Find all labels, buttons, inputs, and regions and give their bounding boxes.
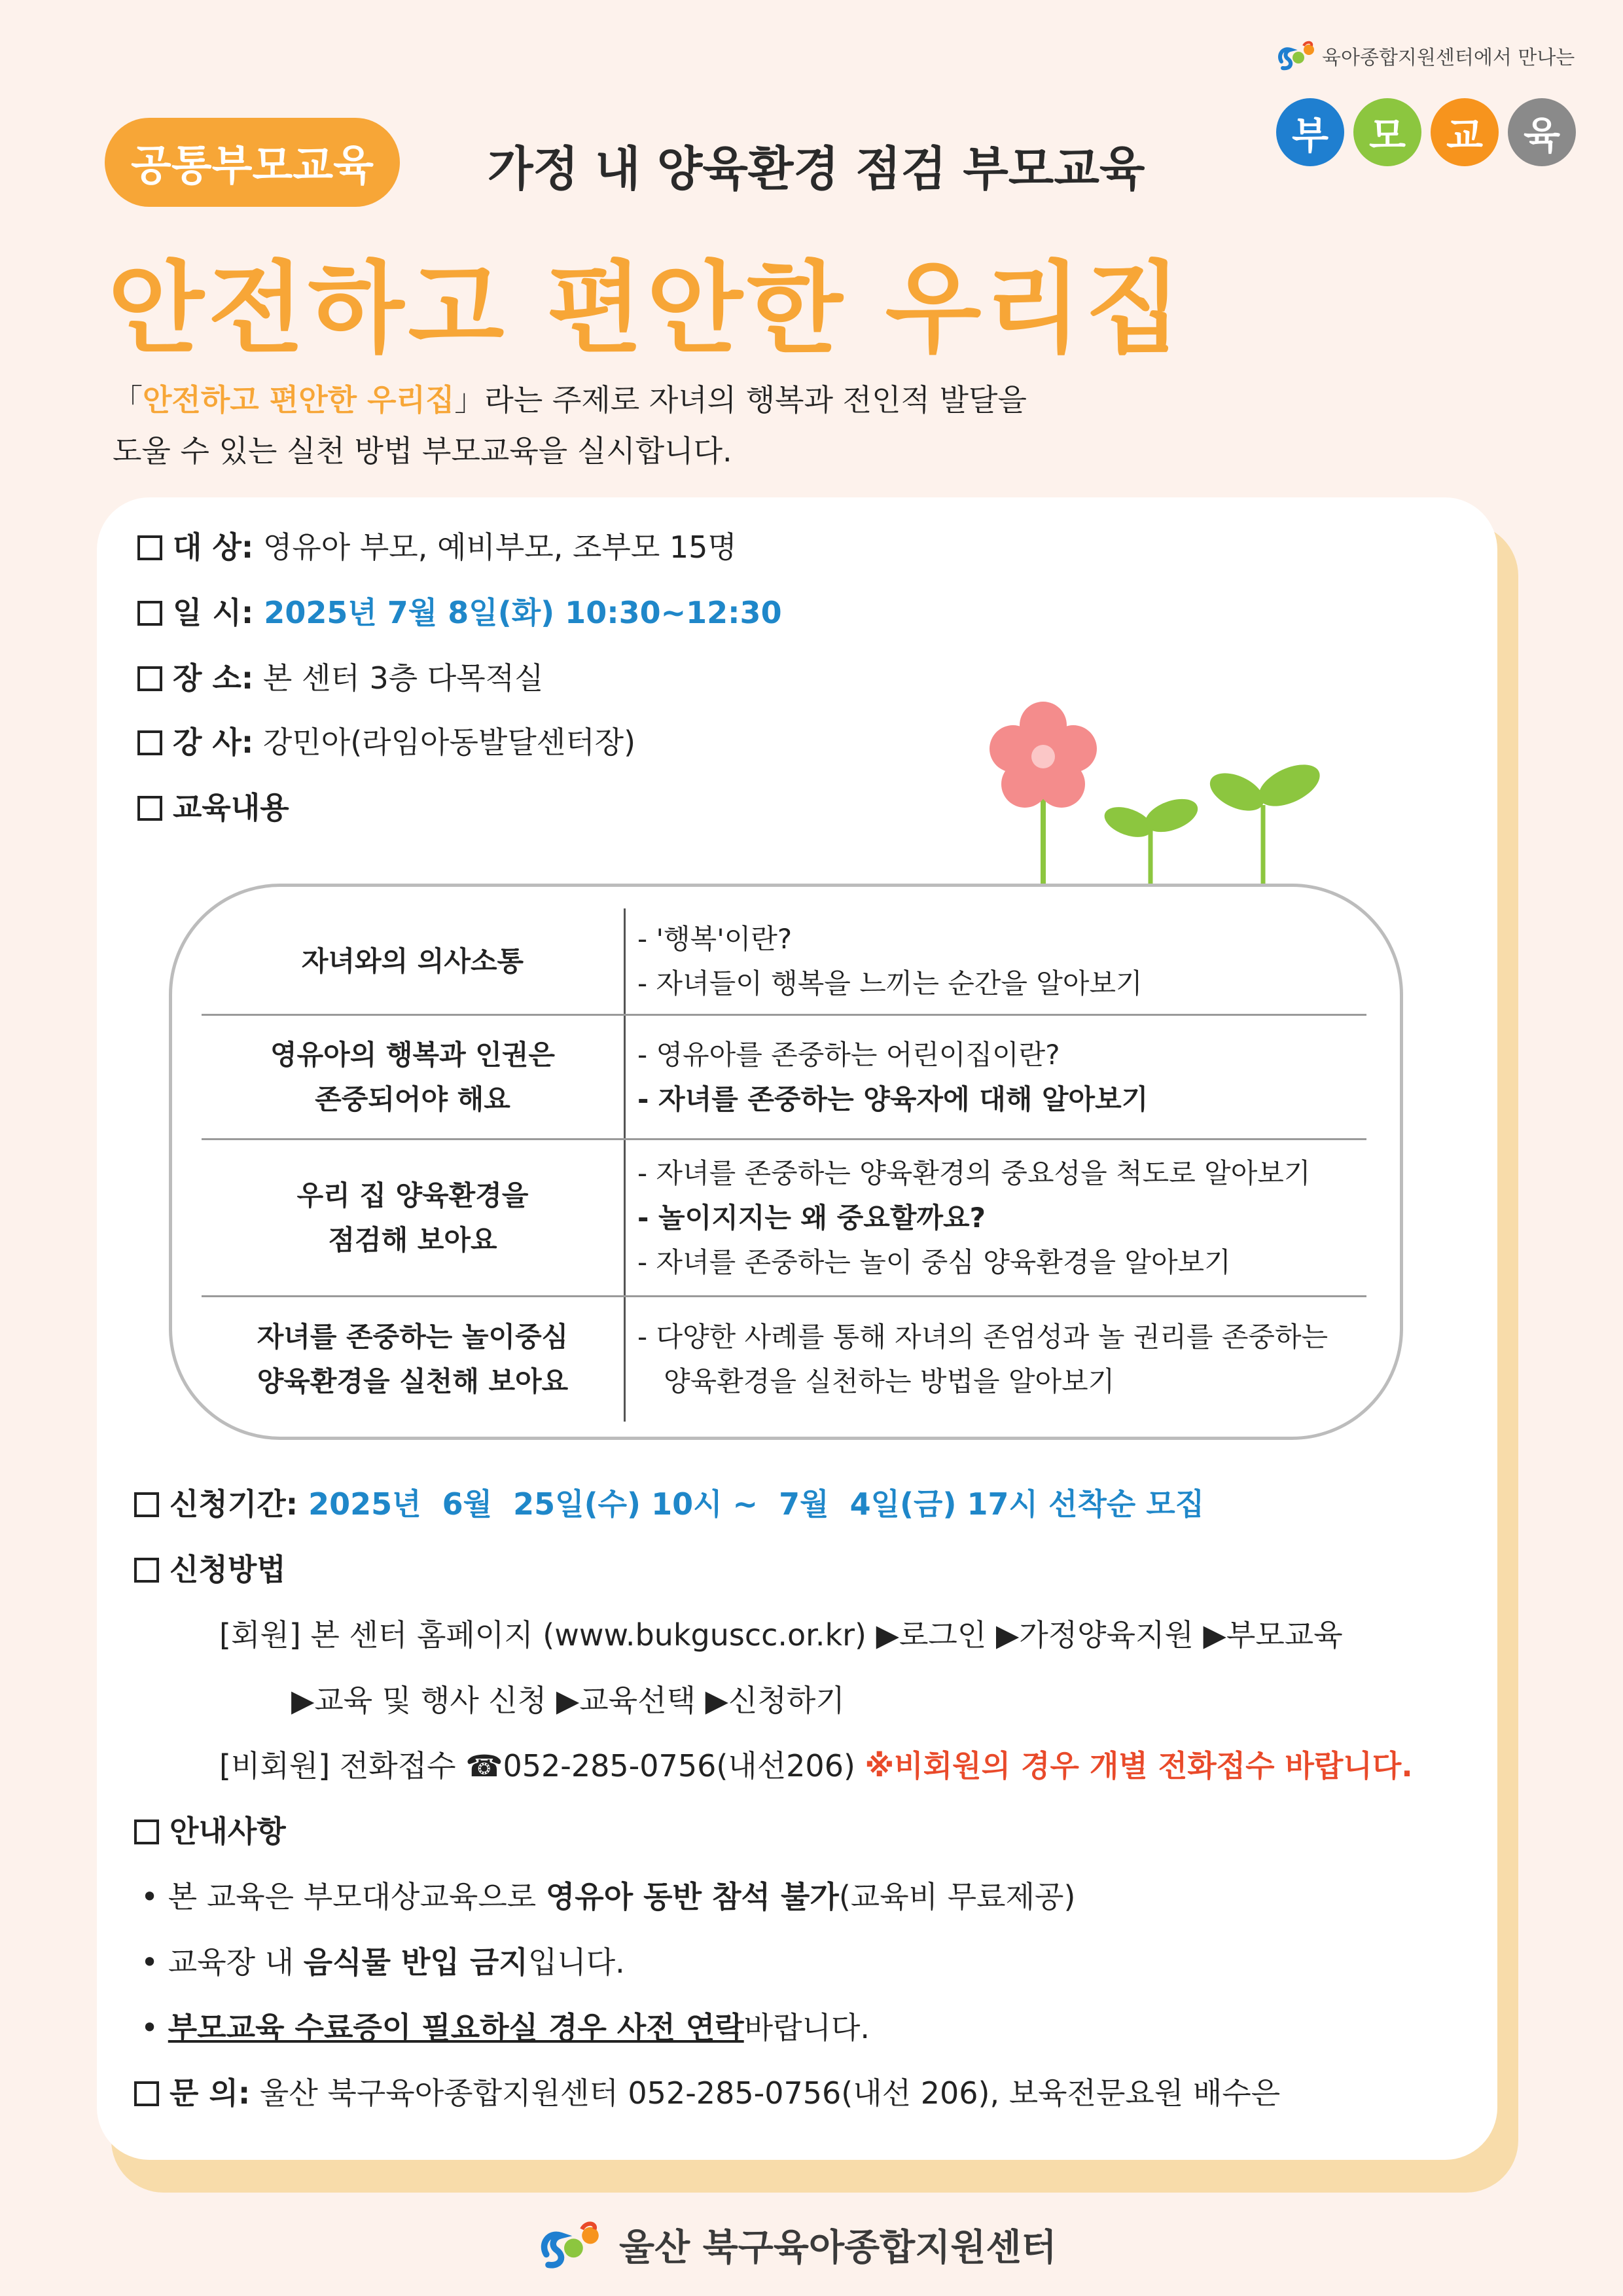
- checkbox-icon: [137, 666, 162, 691]
- items-cell: [626, 1297, 1366, 1422]
- place-label: 장 소:: [173, 660, 254, 696]
- topic-text: 자녀를 존중하는 놀이중심: [257, 1321, 569, 1353]
- topic-cell: [202, 1016, 626, 1138]
- flower-sprouts-illustration: [975, 694, 1381, 890]
- item-text: [637, 1077, 1366, 1122]
- page-title: 안전하고 편안한 우리집: [108, 251, 1186, 367]
- sprout-icon: [1100, 793, 1202, 890]
- period-value: 2025년 6월 25일(수) 10시 ~ 7월 4일(금) 17시 선착순 모집: [298, 1486, 1205, 1522]
- brand-logo: [1276, 26, 1590, 177]
- item-text: 양육환경을 실천하는 방법을 알아보기: [637, 1365, 1115, 1397]
- checkbox-icon: [134, 1558, 159, 1583]
- apply-period: [134, 1480, 1204, 1524]
- topic-text: 존중되어야 해요: [315, 1083, 510, 1115]
- brand-circle-2: 모: [1353, 98, 1421, 166]
- item-text: - 영유아를 존중하는 어린이집이란?: [637, 1038, 1060, 1071]
- target-label: 대 상:: [173, 529, 254, 565]
- intro-bracket: 「: [113, 382, 143, 418]
- notice-text: • 본 교육은 부모대상교육으로: [141, 1879, 546, 1914]
- place-value: 본 센터 3층 다목적실: [253, 660, 544, 696]
- method-label: 신청방법: [169, 1552, 286, 1587]
- lecturer-value: 강민아(라임아동발달센터장): [253, 725, 636, 760]
- item-text-bold: - 놀이지지는 왜 중요할까요?: [637, 1201, 986, 1234]
- item-text: - 자녀들이 행복을 느끼는 순간을 알아보기: [637, 967, 1143, 999]
- sprout-icon: [1204, 756, 1326, 890]
- flower-icon: [990, 702, 1097, 890]
- checkbox-icon: [134, 1820, 159, 1844]
- notice-text: (교육비 무료제공): [838, 1879, 1076, 1914]
- item-text: - '행복'이란?: [637, 922, 793, 955]
- nonmember-apply: [219, 1742, 1413, 1785]
- table-row: [202, 1297, 1366, 1422]
- notice-text: 입니다.: [527, 1945, 625, 1980]
- checkbox-icon: [137, 601, 162, 626]
- notice-underline: 부모교육 수료증이 필요하실 경우 사전 연락: [168, 2010, 744, 2045]
- items-cell: [626, 1140, 1366, 1295]
- info-date: [137, 589, 782, 632]
- intro-text: [113, 374, 1027, 476]
- checkbox-icon: [134, 1492, 159, 1517]
- intro-line-2: 도울 수 있는 실천 방법 부모교육을 실시합니다.: [113, 433, 732, 469]
- info-place: [137, 655, 544, 698]
- notice-item-2: [141, 1939, 625, 1982]
- topic-text: 우리 집 양육환경을: [296, 1179, 529, 1211]
- info-content: [137, 784, 289, 827]
- contact-label: 문 의:: [169, 2075, 251, 2111]
- intro-line-1-rest: 」라는 주제로 자녀의 행복과 전인적 발달을: [454, 382, 1027, 418]
- target-value: 영유아 부모, 예비부모, 조부모 15명: [253, 529, 737, 565]
- notice-bold: 음식물 반입 금지: [303, 1945, 528, 1980]
- topic-cell: [202, 1140, 626, 1295]
- info-target: [137, 524, 737, 567]
- items-cell: [626, 1016, 1366, 1138]
- contact-value: 울산 북구육아종합지원센터 052-285-0756(내선 206), 보육전문요원 배수은: [250, 2075, 1281, 2111]
- brand-circle-1: 부: [1276, 98, 1344, 166]
- table-row: [202, 908, 1366, 1016]
- date-value: 2025년 7월 8일(화) 10:30~12:30: [253, 595, 782, 630]
- item-text: - 자녀를 존중하는 놀이 중심 양육환경을 알아보기: [637, 1246, 1231, 1278]
- item-text-bold: - 자녀를 존중하는 양육자에 대해 알아보기: [637, 1083, 1149, 1115]
- topic-cell: [202, 908, 626, 1014]
- checkbox-icon: [137, 535, 162, 560]
- notice-text: 바랍니다.: [743, 2010, 870, 2045]
- brand-circles: [1276, 98, 1576, 166]
- period-label: 신청기간:: [169, 1486, 298, 1522]
- notice-heading: [134, 1808, 286, 1851]
- brand-circle-4: 육: [1508, 98, 1576, 166]
- page-subtitle: 가정 내 양육환경 점검 부모교육: [488, 141, 1145, 196]
- topic-cell: [202, 1297, 626, 1422]
- content-label: 교육내용: [173, 790, 289, 825]
- checkbox-icon: [137, 730, 162, 755]
- notice-item-1: [141, 1873, 1075, 1916]
- notice-bold: 영유아 동반 참석 불가: [545, 1879, 839, 1914]
- notice-text: •: [141, 2010, 168, 2045]
- lecturer-label: 강 사:: [173, 725, 254, 760]
- topic-text: 영유아의 행복과 인권은: [270, 1038, 555, 1071]
- notice-label: 안내사항: [169, 1814, 286, 1849]
- apply-method: [134, 1546, 286, 1589]
- member-apply-line-2: ▶교육 및 행사 신청 ▶교육선택 ▶신청하기: [291, 1683, 845, 1718]
- curriculum-table: [202, 908, 1366, 1422]
- footer-org-name: 울산 북구육아종합지원센터: [619, 2227, 1057, 2269]
- date-label: 일 시:: [173, 595, 254, 630]
- brand-tagline: [1276, 39, 1575, 72]
- contact-info: [134, 2070, 1280, 2113]
- topic-text: 자녀와의 의사소통: [301, 944, 524, 977]
- member-apply-line-1: [회원] 본 센터 홈페이지 (www.bukguscc.or.kr) ▶로그인 ▶가정양육지원 ▶부모교육: [219, 1617, 1343, 1653]
- notice-item-3: [141, 2004, 870, 2047]
- brand-tagline-text: 육아종합지원센터에서 만나는: [1322, 46, 1575, 69]
- item-text: [637, 1196, 1366, 1240]
- checkbox-icon: [137, 796, 162, 821]
- footer-org: [530, 2219, 1057, 2271]
- topic-text: 점검해 보아요: [328, 1223, 497, 1256]
- item-text: - 자녀를 존중하는 양육환경의 중요성을 척도로 알아보기: [637, 1157, 1311, 1189]
- topic-text: 양육환경을 실천해 보아요: [257, 1365, 569, 1397]
- info-lecturer: [137, 719, 635, 762]
- item-text: - 다양한 사례를 통해 자녀의 존엄성과 놀 권리를 존중하는: [637, 1321, 1329, 1353]
- nonmember-note: ※비회원의 경우 개별 전화접수 바랍니다.: [865, 1748, 1413, 1784]
- items-cell: [626, 908, 1366, 1014]
- table-row: [202, 1016, 1366, 1140]
- category-badge: 공통부모교육: [105, 118, 400, 207]
- table-row: [202, 1140, 1366, 1297]
- nonmember-text: [비회원] 전화접수 ☎052-285-0756(내선206): [219, 1748, 865, 1784]
- intro-highlight: 안전하고 편안한 우리집: [143, 382, 455, 418]
- checkbox-icon: [134, 2081, 159, 2106]
- center-logo-icon: [530, 2219, 609, 2271]
- intro-line-1: [113, 374, 1027, 425]
- notice-text: • 교육장 내: [141, 1945, 304, 1980]
- brand-circle-3: 교: [1431, 98, 1499, 166]
- center-logo-icon: [1276, 39, 1315, 72]
